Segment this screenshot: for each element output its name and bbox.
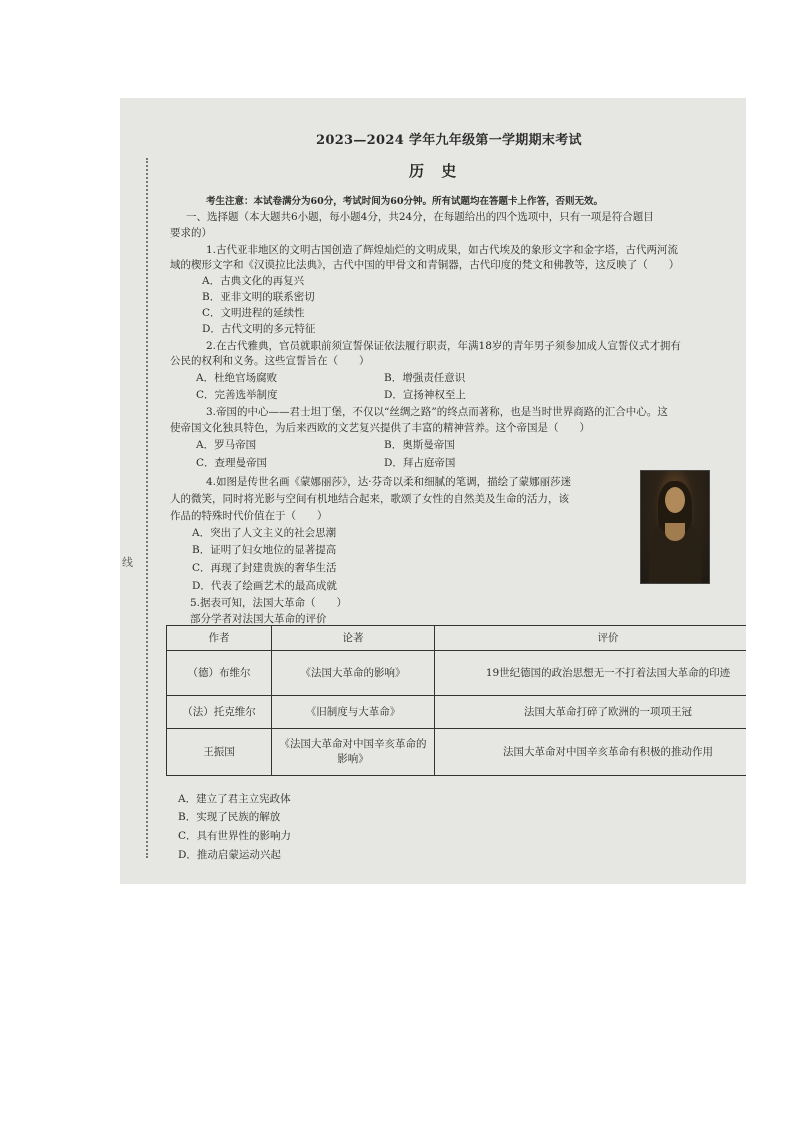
painting-figure-chest [665, 523, 685, 541]
q4-stem-line3: 作品的特殊时代价值在于（ ） [170, 510, 328, 522]
table-caption: 部分学者对法国大革命的评价 [190, 613, 327, 625]
q4-stem-line2: 人的微笑，同时将光影与空间有机地结合起来，歌颂了女性的自然美及生命的活力，该 [170, 493, 569, 505]
section-title: 一、选择题（本大题共6小题，每小题4分，共24分，在每题给出的四个选项中，只有一项是符合题目 [186, 211, 654, 223]
q1-option-a[interactable]: A．古典文化的再复兴 [202, 275, 305, 287]
binding-fold-line [146, 158, 148, 858]
table-row [167, 729, 747, 776]
binding-mark: 线 [122, 556, 133, 569]
q4-option-c[interactable]: C．再现了封建贵族的奢华生活 [192, 562, 337, 574]
section-title-cont: 要求的） [170, 227, 212, 239]
q5-option-b[interactable]: B．实现了民族的解放 [178, 811, 281, 823]
q3-stem-line1: 3.帝国的中心——君士坦丁堡，不仅以“丝绸之路”的终点而著称，也是当时世界商路的汇合中心。这 [206, 406, 668, 418]
mona-lisa-painting [640, 470, 710, 584]
exam-notice: 考生注意：本试卷满分为60分，考试时间为60分钟。所有试题均在答题卡上作答，否则无效。 [206, 196, 603, 207]
q4-stem-line1: 4.如图是传世名画《蒙娜丽莎》，达·芬奇以柔和细腻的笔调，描绘了蒙娜丽莎迷 [206, 476, 572, 488]
q3-stem-line2: 使帝国文化独具特色，为后来西欧的文艺复兴提供了丰富的精神营养。这个帝国是（ ） [170, 422, 590, 434]
q1-stem-line2: 域的楔形文字和《汉谟拉比法典》，古代中国的甲骨文和青铜器，古代印度的梵文和佛教等，这反映了（ ） [170, 259, 680, 271]
q2-option-a[interactable]: A．杜绝官场腐败 [196, 372, 278, 384]
q1-option-d[interactable]: D．古代文明的多元特征 [202, 323, 316, 335]
exam-paper-photo [120, 98, 746, 884]
q2-option-c[interactable]: C．完善选举制度 [196, 389, 278, 401]
q5-option-d[interactable]: D．推动启蒙运动兴起 [178, 849, 281, 861]
q4-option-b[interactable]: B．证明了妇女地位的显著提高 [192, 544, 337, 556]
table-cell-work: 《法国大革命对中国辛亥革命的影响》 [272, 729, 435, 776]
table-cell-work: 《法国大革命的影响》 [272, 651, 435, 696]
q1-option-c[interactable]: C．文明进程的延续性 [202, 307, 305, 319]
table-row [167, 696, 747, 729]
q2-stem-line2: 公民的权利和义务。这些宣誓旨在（ ） [170, 355, 370, 367]
q3-option-c[interactable]: C．查理曼帝国 [196, 457, 268, 469]
table-cell-work: 《旧制度与大革命》 [272, 696, 435, 729]
table-cell-author: （德）布维尔 [167, 651, 272, 696]
exam-title: 2023—2024 学年九年级第一学期期末考试 [316, 133, 582, 148]
table-cell-author: 王振国 [167, 729, 272, 776]
q3-option-d[interactable]: D．拜占庭帝国 [384, 457, 456, 469]
q3-option-b[interactable]: B．奥斯曼帝国 [384, 439, 455, 451]
q5-stem: 5.据表可知，法国大革命（ ） [190, 597, 348, 609]
q4-option-a[interactable]: A．突出了人文主义的社会思潮 [192, 527, 337, 539]
table-row [167, 651, 747, 696]
q3-option-a[interactable]: A．罗马帝国 [196, 439, 257, 451]
subject-title: 历 史 [409, 162, 463, 180]
table-header-author: 作者 [167, 626, 272, 651]
q2-option-b[interactable]: B．增强责任意识 [384, 372, 466, 384]
table-cell-evaluation: 19世纪德国的政治思想无一不打着法国大革命的印迹 [435, 651, 747, 696]
q4-option-d[interactable]: D．代表了绘画艺术的最高成就 [192, 580, 337, 592]
q1-stem-line1: 1.古代亚非地区的文明古国创造了辉煌灿烂的文明成果，如古代埃及的象形文字和金字塔，古代两河流 [206, 244, 679, 256]
evaluation-table [166, 625, 746, 776]
table-header-work: 论著 [272, 626, 435, 651]
q2-stem-line1: 2.在古代雅典，官员就职前须宣誓保证依法履行职责，年满18岁的青年男子须参加成人宣誓仪式才拥有 [206, 340, 681, 352]
table-cell-author: （法）托克维尔 [167, 696, 272, 729]
painting-figure-face [665, 487, 685, 513]
q1-option-b[interactable]: B．亚非文明的联系密切 [202, 291, 315, 303]
table-header-evaluation: 评价 [435, 626, 747, 651]
q5-option-c[interactable]: C．具有世界性的影响力 [178, 830, 292, 842]
table-cell-evaluation: 法国大革命对中国辛亥革命有积极的推动作用 [435, 729, 747, 776]
table-cell-evaluation: 法国大革命打碎了欧洲的一项项王冠 [435, 696, 747, 729]
q2-option-d[interactable]: D．宣扬神权至上 [384, 389, 466, 401]
q5-option-a[interactable]: A．建立了君主立宪政体 [178, 793, 291, 805]
